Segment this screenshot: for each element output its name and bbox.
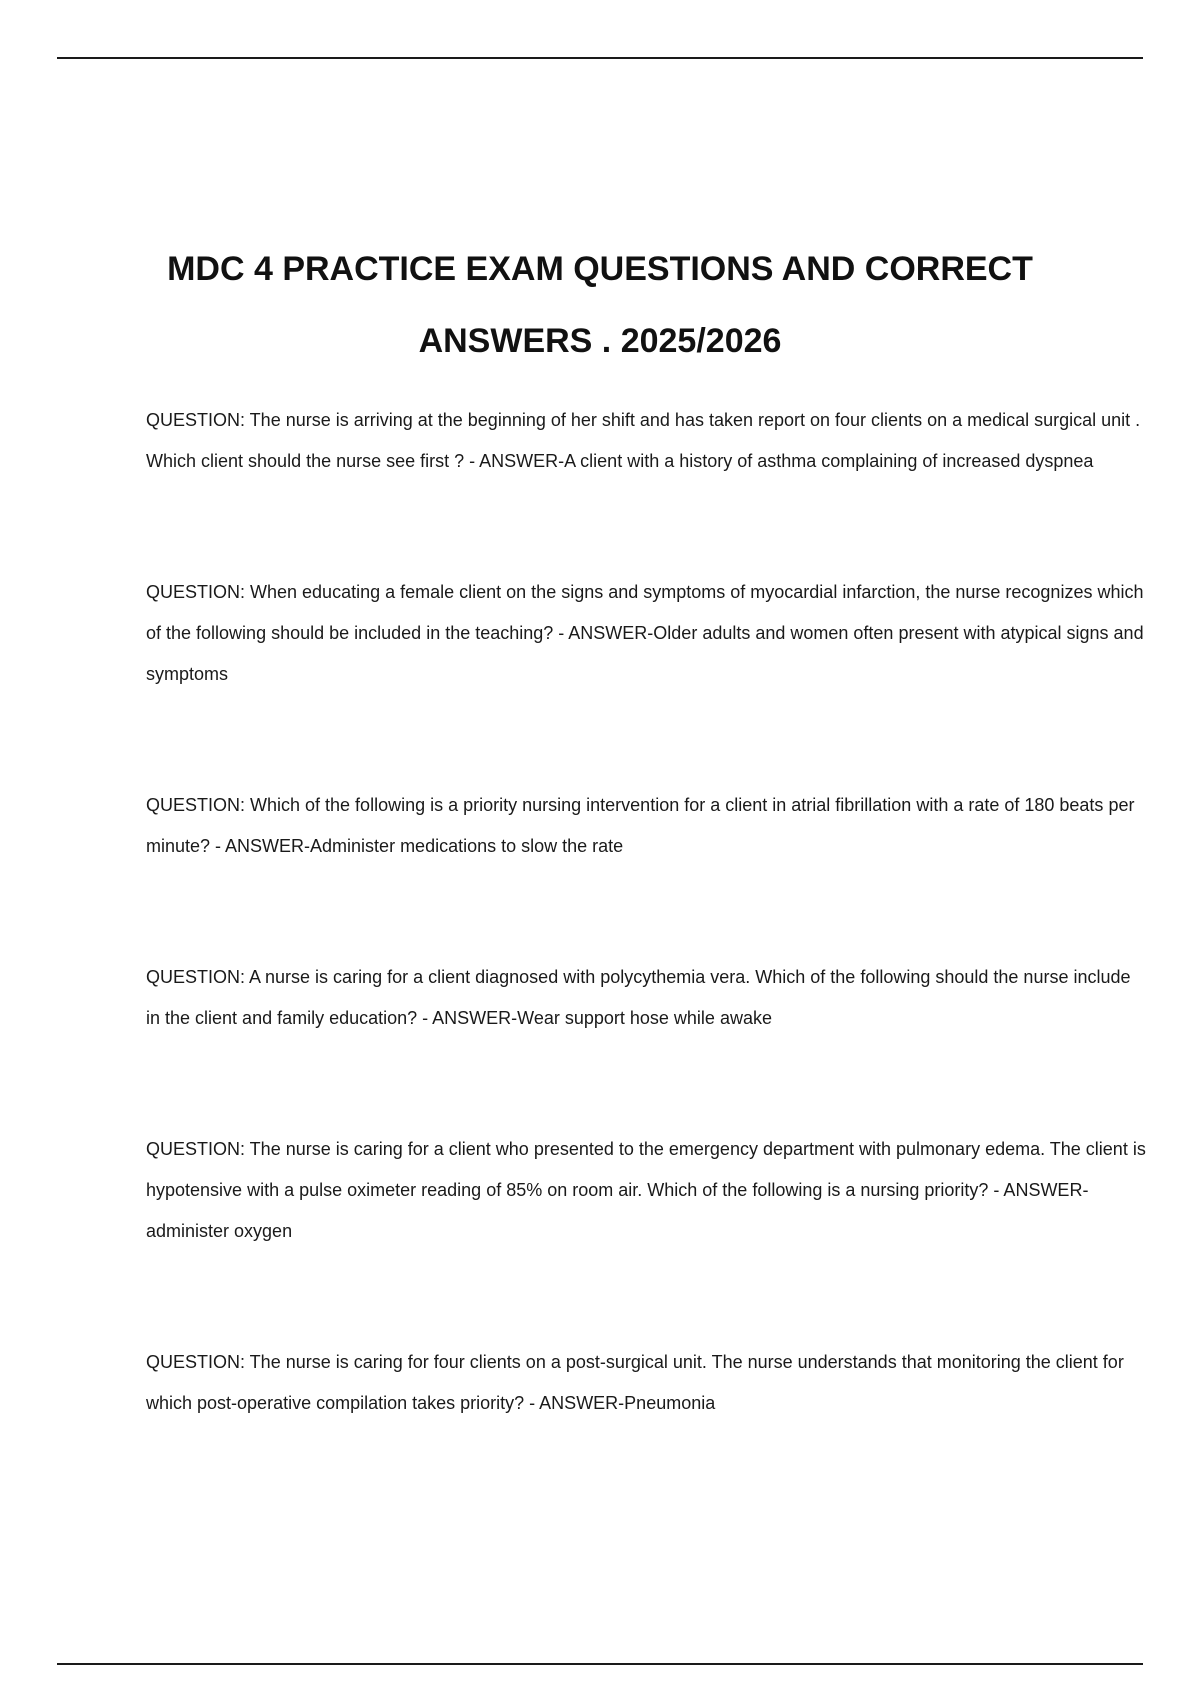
title-line-2: ANSWERS . 2025/2026 xyxy=(418,322,782,360)
question-answer-3: QUESTION: Which of the following is a priority nursing intervention for a client in atrial fibrillation with a rate of 180 beats per minute? - ANSWER-Administer medications to slow the rate xyxy=(146,795,1135,856)
question-list xyxy=(146,400,1146,1424)
question-answer-2: QUESTION: When educating a female client on the signs and symptoms of myocardial infarction, the nurse recognizes which of the following should be included in the teaching? - ANSWER-Older adults and women often present with atypical signs and symptoms xyxy=(146,582,1144,684)
document-title xyxy=(60,233,1140,377)
bottom-rule xyxy=(57,1663,1143,1665)
question-answer-6: QUESTION: The nurse is caring for four clients on a post-surgical unit. The nurse understands that monitoring the client for which post-operative compilation takes priority? - ANSWER-Pneumonia xyxy=(146,1352,1124,1413)
top-rule xyxy=(57,57,1143,59)
question-answer-5: QUESTION: The nurse is caring for a client who presented to the emergency department with pulmonary edema. The client is hypotensive with a pulse oximeter reading of 85% on room air. Which of the following is a nursing priority? - ANSWER-administer oxygen xyxy=(146,1139,1146,1241)
title-line-1: MDC 4 PRACTICE EXAM QUESTIONS AND CORRECT xyxy=(167,250,1033,288)
question-answer-1: QUESTION: The nurse is arriving at the beginning of her shift and has taken report on four clients on a medical surgical unit . Which client should the nurse see first ? - ANSWER-A client with a history of asthma complaining of increased dyspnea xyxy=(146,410,1141,471)
question-answer-4: QUESTION: A nurse is caring for a client diagnosed with polycythemia vera. Which of the following should the nurse include in the client and family education? - ANSWER-Wear support hose while awake xyxy=(146,967,1131,1028)
